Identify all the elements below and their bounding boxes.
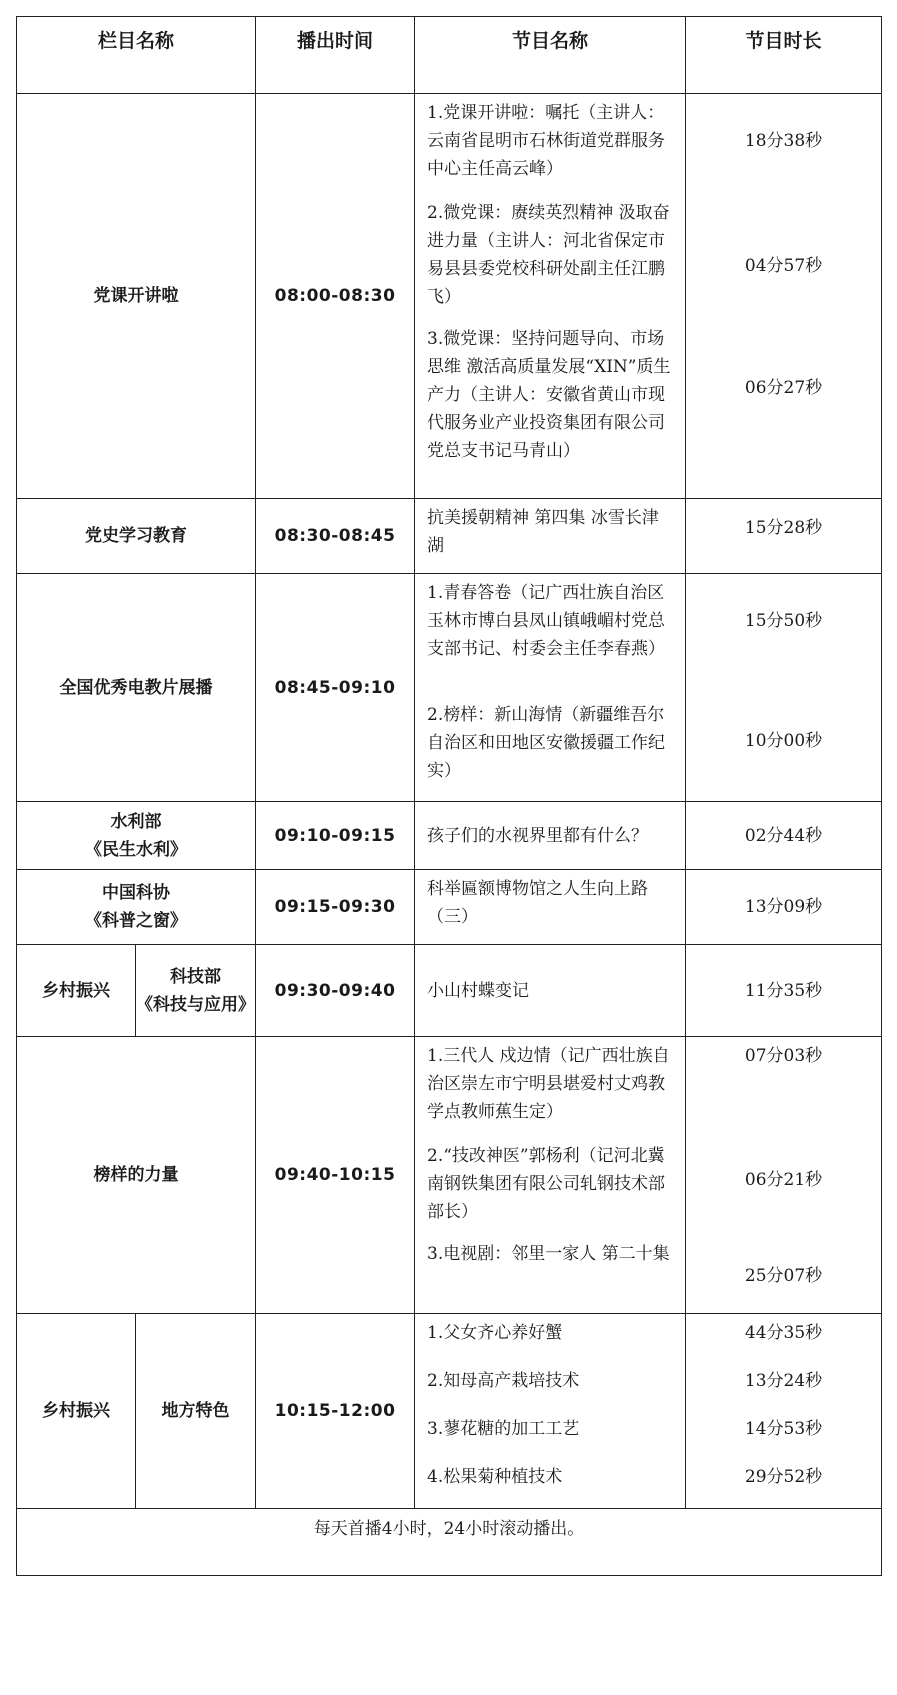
duration-item: 04分57秒 [744, 256, 823, 276]
program-item: 科举匾额博物馆之人生向上路（三） [427, 879, 649, 927]
program-item: 1.党课开讲啦：嘱托（主讲人：云南省昆明市石林街道党群服务中心主任高云峰） [427, 103, 666, 179]
table-row [17, 94, 882, 499]
group-name: 乡村振兴 [17, 1314, 136, 1509]
column-name-line2: 《科普之窗》 [85, 911, 187, 931]
program-item: 2.知母高产栽培技术 [427, 1371, 580, 1391]
air-time: 09:10-09:15 [256, 802, 415, 870]
header-program: 节目名称 [415, 17, 686, 94]
program-cell [415, 1314, 686, 1509]
program-item: 2.榜样：新山海情（新疆维吾尔自治区和田地区安徽援疆工作纪实） [427, 705, 666, 781]
duration-item: 13分09秒 [744, 897, 823, 917]
duration-item: 15分50秒 [744, 611, 823, 631]
column-name: 党史学习教育 [17, 499, 256, 574]
duration-cell [686, 945, 882, 1037]
program-item: 3.蓼花糖的加工工艺 [427, 1419, 580, 1439]
program-item: 1.青春答卷（记广西壮族自治区玉林市博白县凤山镇峨嵋村党总支部书记、村委会主任李春燕） [427, 583, 666, 659]
program-cell [415, 499, 686, 574]
duration-item: 44分35秒 [744, 1323, 823, 1343]
header-time: 播出时间 [256, 17, 415, 94]
air-time: 08:45-09:10 [256, 574, 415, 802]
program-item: 小山村蝶变记 [427, 980, 530, 1001]
duration-item: 11分35秒 [744, 980, 823, 1001]
table-row [17, 870, 882, 945]
sub-column-line1: 科技部 [170, 966, 221, 987]
column-name: 榜样的力量 [17, 1037, 256, 1314]
air-time: 09:15-09:30 [256, 870, 415, 945]
program-cell [415, 945, 686, 1037]
duration-cell [686, 1037, 882, 1314]
table-row [17, 1314, 882, 1509]
table-row [17, 499, 882, 574]
program-item: 抗美援朝精神 第四集 冰雪长津湖 [427, 508, 659, 556]
schedule-page [16, 16, 882, 1576]
table-row [17, 1037, 882, 1314]
air-time: 08:30-08:45 [256, 499, 415, 574]
column-name [17, 870, 256, 945]
duration-cell [686, 870, 882, 945]
program-cell [415, 870, 686, 945]
column-name: 全国优秀电教片展播 [17, 574, 256, 802]
program-item: 1.父女齐心养好蟹 [427, 1323, 563, 1343]
duration-item: 06分27秒 [744, 378, 823, 398]
column-name-line1: 中国科协 [102, 883, 170, 903]
duration-item: 29分52秒 [744, 1467, 823, 1487]
column-name-line1: 水利部 [110, 811, 162, 832]
duration-item: 14分53秒 [744, 1419, 823, 1439]
duration-cell [686, 499, 882, 574]
program-cell [415, 1037, 686, 1314]
header-column: 栏目名称 [17, 17, 256, 94]
program-item: 4.松果菊种植技术 [427, 1467, 563, 1487]
column-name-line2: 《民生水利》 [85, 839, 187, 860]
program-item: 2.微党课：赓续英烈精神 汲取奋进力量（主讲人：河北省保定市易县县委党校科研处副主任江鹏飞） [427, 203, 670, 307]
air-time: 09:40-10:15 [256, 1037, 415, 1314]
sub-column-name: 地方特色 [136, 1314, 256, 1509]
table-row [17, 802, 882, 870]
duration-cell [686, 94, 882, 499]
footer-row [17, 1509, 882, 1576]
program-item: 1.三代人 戍边情（记广西壮族自治区崇左市宁明县堪爱村丈鸡教学点教师蕉生定） [427, 1046, 670, 1122]
air-time: 08:00-08:30 [256, 94, 415, 499]
column-name: 党课开讲啦 [17, 94, 256, 499]
duration-item: 13分24秒 [744, 1371, 823, 1391]
program-item: 孩子们的水视界里都有什么？ [427, 825, 649, 846]
duration-cell [686, 802, 882, 870]
column-name [17, 802, 256, 870]
program-item: 3.微党课：坚持问题导向、市场思维 激活高质量发展“XIN”质生产力（主讲人：安徽省黄山市现代服务业产业投资集团有限公司党总支书记马青山） [427, 329, 671, 461]
duration-item: 18分38秒 [744, 131, 823, 151]
program-cell [415, 94, 686, 499]
air-time: 09:30-09:40 [256, 945, 415, 1037]
table-row [17, 574, 882, 802]
sub-column-line2: 《科技与应用》 [136, 994, 255, 1015]
duration-item: 06分21秒 [744, 1170, 823, 1190]
duration-item: 10分00秒 [744, 731, 823, 751]
duration-item: 25分07秒 [744, 1266, 823, 1286]
air-time: 10:15-12:00 [256, 1314, 415, 1509]
program-item: 2.“技改神医”郭杨利（记河北冀南钢铁集团有限公司轧钢技术部部长） [427, 1146, 666, 1222]
schedule-table [16, 16, 882, 1576]
program-cell [415, 574, 686, 802]
duration-cell [686, 1314, 882, 1509]
duration-item: 07分03秒 [744, 1046, 823, 1066]
group-name: 乡村振兴 [17, 945, 136, 1037]
duration-cell [686, 574, 882, 802]
header-duration: 节目时长 [686, 17, 882, 94]
footer-note: 每天首播4小时，24小时滚动播出。 [17, 1509, 882, 1576]
duration-item: 02分44秒 [744, 825, 823, 846]
header-row [17, 17, 882, 94]
table-row [17, 945, 882, 1037]
duration-item: 15分28秒 [744, 518, 823, 538]
program-item: 3.电视剧：邻里一家人 第二十集 [427, 1244, 670, 1264]
sub-column-name [136, 945, 256, 1037]
program-cell [415, 802, 686, 870]
